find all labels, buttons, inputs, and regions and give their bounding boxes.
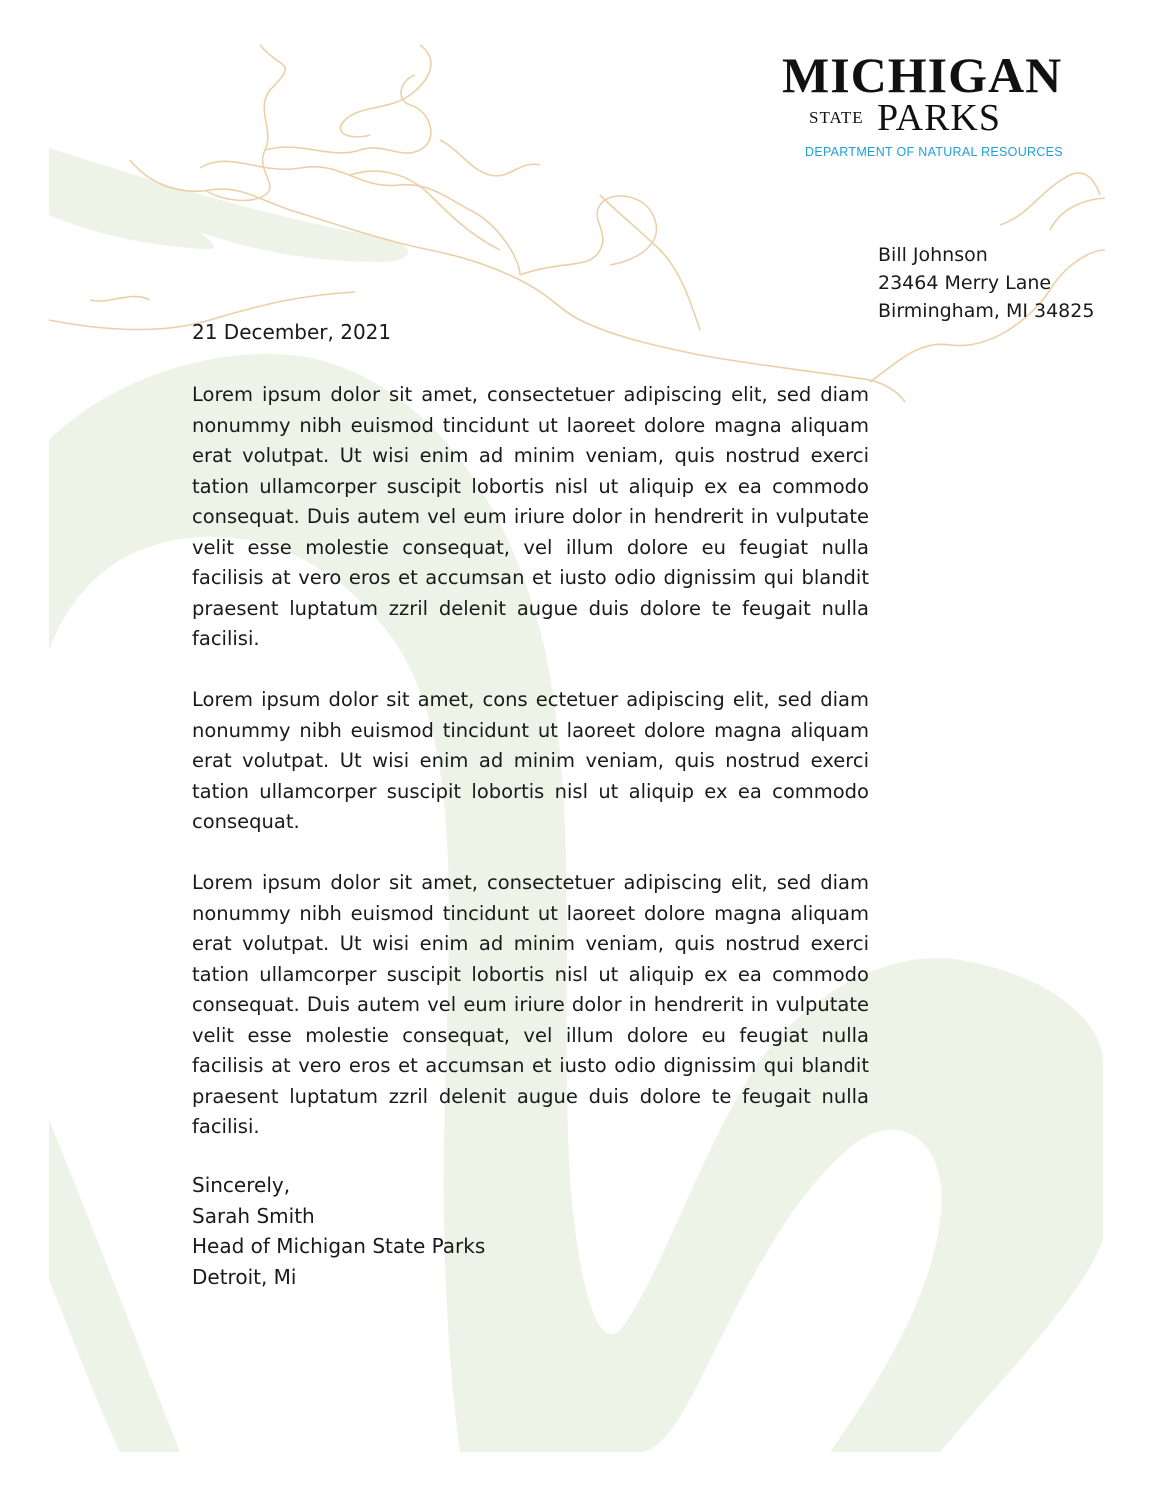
body-paragraph: Lorem ipsum dolor sit amet, consectetuer adipiscing elit, sed diam nonummy nibh euismod tincidunt ut laoreet dolore magna aliquam erat volutpat. Ut wisi enim ad minim veniam, quis nostrud exerci tation ullamcorper suscipit lobortis nisl ut aliquip ex ea commodo consequat. Duis autem vel eum iriure dolor in hendrerit in vulputate velit esse molestie consequat, vel illum dolore eu feugiat nulla facilisis at vero eros et accumsan et iusto odio dignissim qui blandit praesent luptatum zzril delenit augue duis dolore te feugait nulla facilisi. — [192, 383, 869, 650]
body-paragraph: Lorem ipsum dolor sit amet, consectetuer adipiscing elit, sed diam nonummy nibh euismod tincidunt ut laoreet dolore magna aliquam erat volutpat. Ut wisi enim ad minim veniam, quis nostrud exerci tation ullamcorper suscipit lobortis nisl ut aliquip ex ea commodo consequat. Duis autem vel eum iriure dolor in hendrerit in vulputate velit esse molestie consequat, vel illum dolore eu feugiat nulla facilisis at vero eros et accumsan et iusto odio dignissim qui blandit praesent luptatum zzril delenit augue duis dolore te feugait nulla facilisi. — [192, 871, 869, 1138]
signer-location: Detroit, Mi — [192, 1264, 297, 1289]
logo-state-text: STATE — [809, 108, 864, 127]
logo-title: MICHIGAN — [782, 47, 1063, 103]
logo-subtitle — [782, 97, 1102, 140]
recipient-city: Birmingham, MI 34825 — [878, 300, 1095, 322]
michigan-state-parks-logo — [782, 47, 1102, 159]
body-paragraph: Lorem ipsum dolor sit amet, cons ectetuer adipiscing elit, sed diam nonummy nibh euismod tincidunt ut laoreet dolore magna aliquam erat volutpat. Ut wisi enim ad minim veniam, quis nostrud exerci tation ullamcorper suscipit lobortis nisl ut aliquip ex ea commodo consequat. — [192, 688, 869, 833]
letter-date: 21 December, 2021 — [192, 320, 392, 344]
background-leaf-shape — [49, 1120, 180, 1452]
letter-body — [192, 380, 869, 1173]
recipient-street: 23464 Merry Lane — [878, 272, 1052, 294]
closing-salutation: Sincerely, — [192, 1173, 291, 1197]
logo-parks-text: PARKS — [877, 97, 1002, 139]
logo-department: DEPARTMENT OF NATURAL RESOURCES — [805, 145, 1063, 159]
recipient-address — [878, 241, 1094, 325]
signer-title: Head of Michigan State Parks — [192, 1234, 486, 1258]
recipient-name: Bill Johnson — [878, 244, 988, 266]
background-leaf-shape — [49, 148, 408, 262]
letter-closing — [192, 1170, 485, 1292]
signer-name: Sarah Smith — [192, 1203, 315, 1228]
